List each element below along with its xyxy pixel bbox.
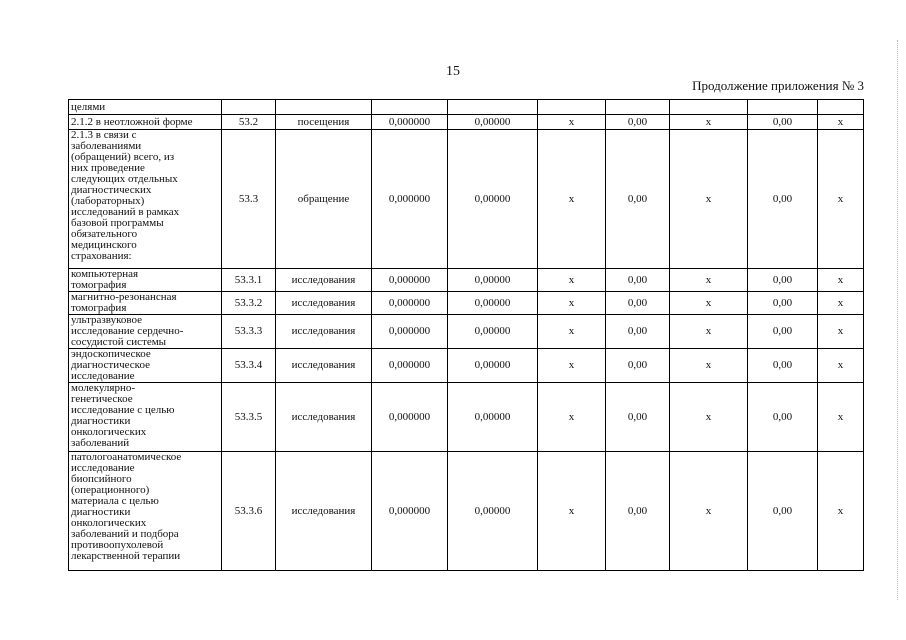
x-cell: x xyxy=(538,383,606,452)
code-cell xyxy=(222,100,276,115)
value-cell: 0,000000 xyxy=(372,269,448,292)
value-cell: 0,00 xyxy=(606,292,670,315)
page-number: 15 xyxy=(446,64,460,79)
value-cell: 0,00 xyxy=(606,315,670,349)
continuation-header: Продолжение приложения № 3 xyxy=(692,78,864,93)
value-cell: 0,000000 xyxy=(372,315,448,349)
x-cell: x xyxy=(670,383,748,452)
row-name-cell xyxy=(69,349,222,383)
x-cell: x xyxy=(670,269,748,292)
row-name-line: патологоанатомическое xyxy=(71,451,182,463)
row-name-cell xyxy=(69,115,222,130)
value-cell: 0,00 xyxy=(606,452,670,571)
x-cell: x xyxy=(818,383,864,452)
row-name-line: исследование xyxy=(71,370,135,382)
x-cell: x xyxy=(670,349,748,383)
row-name-line: исследований в рамках xyxy=(71,206,180,218)
row-name-line: онкологических xyxy=(71,517,147,529)
code-cell: 53.3.3 xyxy=(222,315,276,349)
unit-cell: обращение xyxy=(276,130,372,269)
x-cell xyxy=(818,100,864,115)
x-cell: x xyxy=(538,315,606,349)
value-cell: 0,00 xyxy=(606,383,670,452)
row-name-cell xyxy=(69,452,222,571)
unit-cell: исследования xyxy=(276,452,372,571)
row-name-line: томография xyxy=(71,302,127,314)
unit-cell: исследования xyxy=(276,349,372,383)
value-cell: 0,00 xyxy=(606,269,670,292)
x-cell: x xyxy=(538,269,606,292)
code-cell: 53.3.1 xyxy=(222,269,276,292)
value-cell xyxy=(372,100,448,115)
value-cell: 0,000000 xyxy=(372,292,448,315)
value-cell: 0,00 xyxy=(606,349,670,383)
row-name-line: 2.1.2 в неотложной форме xyxy=(71,115,193,128)
row-name-cell xyxy=(69,100,222,115)
row-name-line: биопсийного xyxy=(71,473,132,485)
value-cell: 0,00 xyxy=(748,315,818,349)
value-cell xyxy=(606,100,670,115)
row-name-line: диагностическое xyxy=(71,359,150,371)
value-cell: 0,00000 xyxy=(448,115,538,130)
x-cell: x xyxy=(818,315,864,349)
x-cell: x xyxy=(818,292,864,315)
row-name-line: сосудистой системы xyxy=(71,336,167,348)
value-cell: 0,00 xyxy=(748,452,818,571)
row-name-cell xyxy=(69,130,222,269)
value-cell: 0,000000 xyxy=(372,130,448,269)
row-name-line: исследование с целью xyxy=(71,404,175,416)
row-name-line: диагностики xyxy=(71,506,131,518)
unit-cell: исследования xyxy=(276,292,372,315)
unit-cell: посещения xyxy=(276,115,372,130)
row-name-line: (операционного) xyxy=(71,484,150,496)
table-row xyxy=(69,130,864,269)
row-name-line: базовой программы xyxy=(71,217,164,229)
x-cell: x xyxy=(670,115,748,130)
value-cell: 0,000000 xyxy=(372,349,448,383)
table-row xyxy=(69,269,864,292)
value-cell: 0,00 xyxy=(748,130,818,269)
value-cell: 0,00 xyxy=(748,269,818,292)
unit-cell: исследования xyxy=(276,383,372,452)
row-name-line: заболеваний xyxy=(71,437,130,449)
appendix-table xyxy=(68,99,864,571)
row-name-line: исследование xyxy=(71,462,135,474)
row-name-line: заболеваний и подбора xyxy=(71,528,179,540)
row-name-line: исследование сердечно- xyxy=(71,325,184,337)
value-cell: 0,000000 xyxy=(372,452,448,571)
x-cell: x xyxy=(538,115,606,130)
row-name-line: материала с целью xyxy=(71,495,159,507)
x-cell: x xyxy=(818,115,864,130)
row-name-cell xyxy=(69,383,222,452)
table-row xyxy=(69,100,864,115)
row-name-line: обязательного xyxy=(71,228,138,240)
row-name-line: томография xyxy=(71,279,127,291)
unit-cell: исследования xyxy=(276,269,372,292)
table-row xyxy=(69,115,864,130)
row-name-line: онкологических xyxy=(71,426,147,438)
row-name-line: противоопухолевой xyxy=(71,539,164,551)
code-cell: 53.3 xyxy=(222,130,276,269)
value-cell: 0,00000 xyxy=(448,383,538,452)
table-row xyxy=(69,292,864,315)
x-cell: x xyxy=(670,452,748,571)
value-cell xyxy=(448,100,538,115)
table-row xyxy=(69,315,864,349)
x-cell: x xyxy=(818,130,864,269)
row-name-line: эндоскопическое xyxy=(71,348,151,360)
row-name-line: генетическое xyxy=(71,393,133,405)
table-body xyxy=(69,100,864,571)
unit-cell xyxy=(276,100,372,115)
row-name-line: медицинского xyxy=(71,239,137,251)
row-name-line: целями xyxy=(71,100,106,113)
value-cell: 0,00000 xyxy=(448,130,538,269)
code-cell: 53.3.4 xyxy=(222,349,276,383)
scan-edge-artifact xyxy=(895,40,898,600)
value-cell: 0,00000 xyxy=(448,269,538,292)
row-name-cell xyxy=(69,269,222,292)
value-cell: 0,00 xyxy=(748,383,818,452)
x-cell: x xyxy=(818,349,864,383)
x-cell: x xyxy=(670,130,748,269)
x-cell: x xyxy=(670,292,748,315)
x-cell xyxy=(538,100,606,115)
row-name-line: страхования: xyxy=(71,250,132,262)
code-cell: 53.3.6 xyxy=(222,452,276,571)
x-cell: x xyxy=(538,349,606,383)
value-cell: 0,000000 xyxy=(372,383,448,452)
value-cell: 0,00 xyxy=(748,115,818,130)
row-name-line: диагностических xyxy=(71,184,152,196)
row-name-line: (обращений) всего, из xyxy=(71,151,175,163)
row-name-line: следующих отдельных xyxy=(71,173,178,185)
x-cell: x xyxy=(538,292,606,315)
row-name-line: диагностики xyxy=(71,415,131,427)
value-cell xyxy=(748,100,818,115)
value-cell: 0,00000 xyxy=(448,452,538,571)
value-cell: 0,00 xyxy=(748,349,818,383)
table-row xyxy=(69,383,864,452)
value-cell: 0,00 xyxy=(606,130,670,269)
row-name-line: ультразвуковое xyxy=(71,314,143,326)
x-cell: x xyxy=(818,269,864,292)
unit-cell: исследования xyxy=(276,315,372,349)
value-cell: 0,00000 xyxy=(448,349,538,383)
row-name-line: заболеваниями xyxy=(71,140,142,152)
value-cell: 0,00000 xyxy=(448,315,538,349)
value-cell: 0,00 xyxy=(748,292,818,315)
row-name-cell xyxy=(69,315,222,349)
x-cell xyxy=(670,100,748,115)
x-cell: x xyxy=(538,130,606,269)
row-name-line: лекарственной терапии xyxy=(71,550,181,562)
x-cell: x xyxy=(538,452,606,571)
row-name-line: компьютерная xyxy=(71,268,139,280)
code-cell: 53.2 xyxy=(222,115,276,130)
table-row xyxy=(69,452,864,571)
code-cell: 53.3.5 xyxy=(222,383,276,452)
value-cell: 0,00 xyxy=(606,115,670,130)
row-name-cell xyxy=(69,292,222,315)
row-name-line: (лабораторных) xyxy=(71,195,145,207)
row-name-line: 2.1.3 в связи с xyxy=(71,129,137,141)
row-name-line: молекулярно- xyxy=(71,382,135,394)
value-cell: 0,00000 xyxy=(448,292,538,315)
x-cell: x xyxy=(670,315,748,349)
row-name-line: них проведение xyxy=(71,162,145,174)
row-name-line: магнитно-резонансная xyxy=(71,291,177,303)
x-cell: x xyxy=(818,452,864,571)
value-cell: 0,000000 xyxy=(372,115,448,130)
table-row xyxy=(69,349,864,383)
code-cell: 53.3.2 xyxy=(222,292,276,315)
